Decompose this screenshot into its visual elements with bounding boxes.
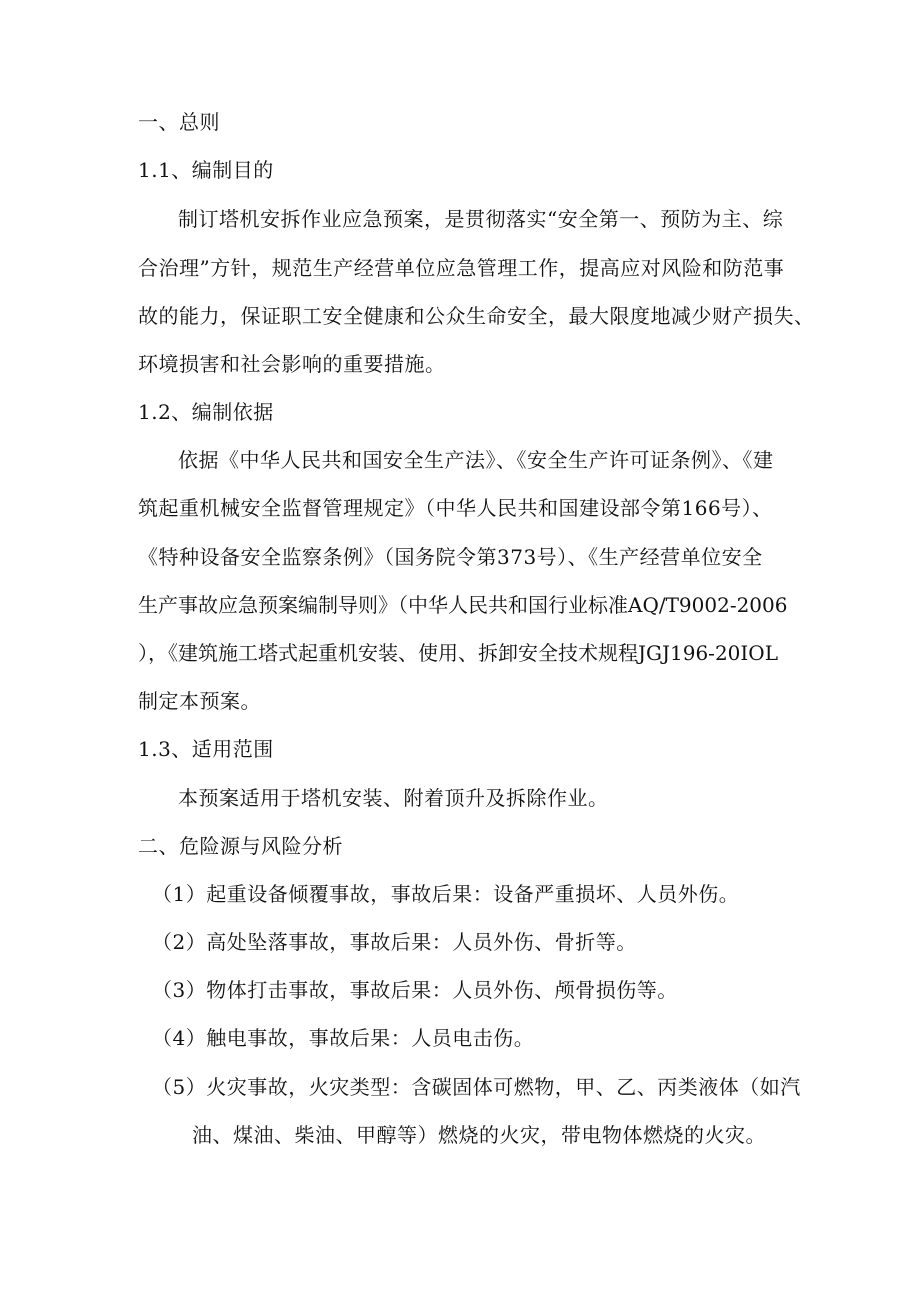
paragraph-line: 制订塔机安拆作业应急预案，是贯彻落实“安全第一、预防为主、综 bbox=[178, 207, 784, 231]
paragraph-line: ），《建筑施工塔式起重机安装、使用、拆卸安全技术规程JGJ196-20IOL bbox=[138, 641, 778, 665]
section-1-1-heading: 1.1、编制目的 bbox=[138, 158, 274, 182]
risk-item: （1）起重设备倾覆事故，事故后果：设备严重损坏、人员外伤。 bbox=[152, 882, 740, 906]
paragraph-line: 《特种设备安全监察条例》（国务院令第373号）、《生产经营单位安全 bbox=[138, 545, 763, 569]
risk-item: （2）高处坠落事故，事故后果：人员外伤、骨折等。 bbox=[152, 930, 637, 954]
section-1-3-heading: 1.3、适用范围 bbox=[138, 737, 274, 761]
risk-item: （4）触电事故，事故后果：人员电击伤。 bbox=[152, 1026, 535, 1050]
section-1-heading: 一、总则 bbox=[138, 110, 220, 134]
paragraph-line: 本预案适用于塔机安装、附着顶升及拆除作业。 bbox=[178, 786, 609, 810]
paragraph-line: 生产事故应急预案编制导则》（中华人民共和国行业标准AQ/T9002-2006 bbox=[138, 593, 788, 617]
risk-item: （3）物体打击事故，事故后果：人员外伤、颅骨损伤等。 bbox=[152, 978, 678, 1002]
paragraph-line: 制定本预案。 bbox=[138, 689, 261, 713]
section-2-heading: 二、危险源与风险分析 bbox=[138, 834, 343, 858]
section-1-2-heading: 1.2、编制依据 bbox=[138, 400, 274, 424]
paragraph-line: 环境损害和社会影响的重要措施。 bbox=[138, 352, 446, 376]
risk-item: （5）火灾事故，火灾类型：含碳固体可燃物，甲、乙、丙类液体（如汽 bbox=[152, 1075, 801, 1099]
paragraph-line: 故的能力，保证职工安全健康和公众生命安全，最大限度地减少财产损失、 bbox=[138, 304, 815, 328]
risk-item-continuation: 油、煤油、柴油、甲醇等）燃烧的火灾，带电物体燃烧的火灾。 bbox=[192, 1123, 766, 1147]
paragraph-line: 筑起重机械安全监督管理规定》（中华人民共和国建设部令第166号）、 bbox=[138, 496, 773, 520]
paragraph-line: 合治理”方针，规范生产经营单位应急管理工作，提高应对风险和防范事 bbox=[138, 256, 785, 280]
paragraph-line: 依据《中华人民共和国安全生产法》、《安全生产许可证条例》、《建 bbox=[178, 448, 774, 472]
